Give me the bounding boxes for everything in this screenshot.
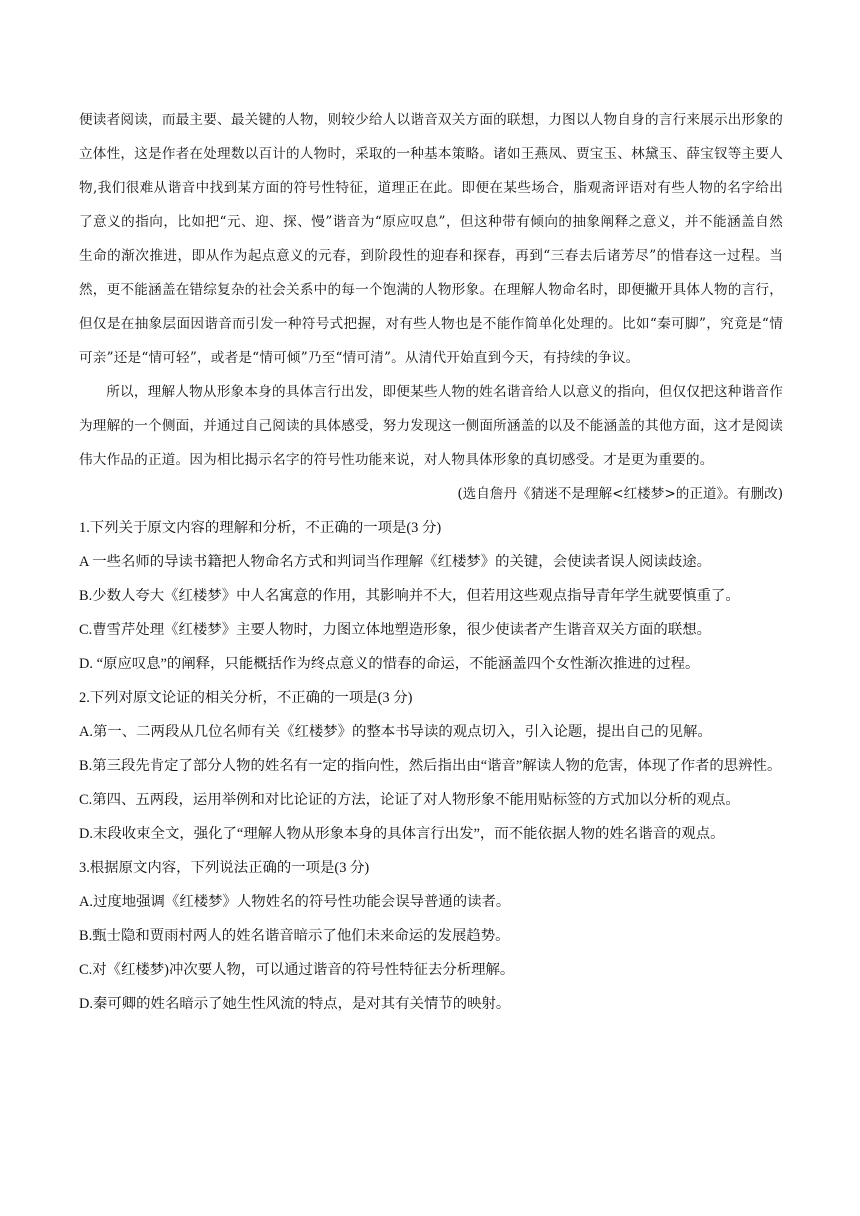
article-source: (选自詹丹《猜迷不是理解<红楼梦>的正道》。有删改) [457,486,783,502]
question-option: B.少数人夸大《红楼梦》中人名寓意的作用，其影响并不大，但若用这些观点指导青年学生就要慎重了。 [79,588,740,604]
question-option: D.末段收束全文，强化了“理解人物从形象本身的具体言行出发”，而不能依据人物的姓名谐音的观点。 [79,826,725,842]
question-option: A.过度地强调《红楼梦》人物姓名的符号性功能会误导普通的读者。 [79,894,511,910]
question-option: D.秦可卿的姓名暗示了她生性风流的特点，是对其有关情节的映射。 [79,996,511,1012]
question-stem: 3.根据原文内容，下列说法正确的一项是(3 分) [79,860,370,876]
question-option: C.对《红楼梦)冲次要人物，可以通过谐音的符号性特征去分析理解。 [79,962,515,978]
question-option: B.第三段先肯定了部分人物的姓名有一定的指向性，然后指出由“谐音”解读人物的危害，体现了作者的思辨性。 [79,758,782,774]
question-stem: 2.下列对原文论证的相关分析，不正确的一项是(3 分) [79,690,413,706]
question-option: B.甄士隐和贾雨村两人的姓名谐音暗示了他们未来命运的发展趋势。 [79,928,510,944]
question-option: C.曹雪芹处理《红楼梦》主要人物时，力图立体地塑造形象，很少使读者产生谐音双关方面的联想。 [79,622,711,638]
question-option: A.第一、二两段从几位名师有关《红楼梦》的整本书导读的观点切入，引入论题，提出自己的见解。 [79,724,712,740]
question-option: D. “原应叹息”的阐释，只能概括作为终点意义的惜春的命运，不能涵盖四个女性渐次推进的过程。 [79,656,700,672]
question-option: A 一些名师的导读书籍把人物命名方式和判词当作理解《红楼梦》的关键，会使读者误人阅读歧途。 [79,554,711,570]
article-paragraph: 所以，理解人物从形象本身的具体言行出发，即便某些人物的姓名谐音给人以意义的指向，但仅仅把这种谐音作为理解的一个侧面，并通过自己阅读的具体感受，努力发现这一侧面所涵盖的以及不能涵盖的其他方面，这才是阅读伟大作品的正道。因为相比揭示名字的符号性功能来说，对人物具体形象的真切感受。才是更为重要的。 [79,384,783,468]
article-paragraph: 便读者阅读，而最主要、最关键的人物，则较少给人以谐音双关方面的联想，力图以人物自身的言行来展示出形象的立体性，这是作者在处理数以百计的人物时，采取的一种基本策略。诸如王燕凤、贾宝玉、林黛玉、薛宝钗等主要人物,我们很难从谐音中找到某方面的符号性特征，道理正在此。即便在某些场合，脂观斋评语对有些人物的名字给出了意义的指向，比如把“元、迎、探、慢”谐音为“原应叹息”，但这种带有倾向的抽象阐释之意义，并不能涵盖自然生命的渐次推进，即从作为起点意义的元春，到阶段性的迎春和探春，再到“三春去后诸芳尽”的惜春这一过程。当然，更不能涵盖在错综复杂的社会关系中的每一个饱满的人物形象。在理解人物命名时，即便撇开具体人物的言行，但仅是在抽象层面因谐音而引发一种符号式把握，对有些人物也是不能作简单化处理的。比如“秦可脚”，究竟是“情可亲”还是“情可轻”，或者是“情可倾”乃至“情可清”。从清代开始直到今天，有持续的争议。 [79,112,783,366]
question-option: C.第四、五两段，运用举例和对比论证的方法，论证了对人物形象不能用贴标签的方式加以分析的观点。 [79,792,740,808]
question-stem: 1.下列关于原文内容的理解和分析，不正确的一项是(3 分) [79,520,442,536]
exam-page [79,103,783,1021]
